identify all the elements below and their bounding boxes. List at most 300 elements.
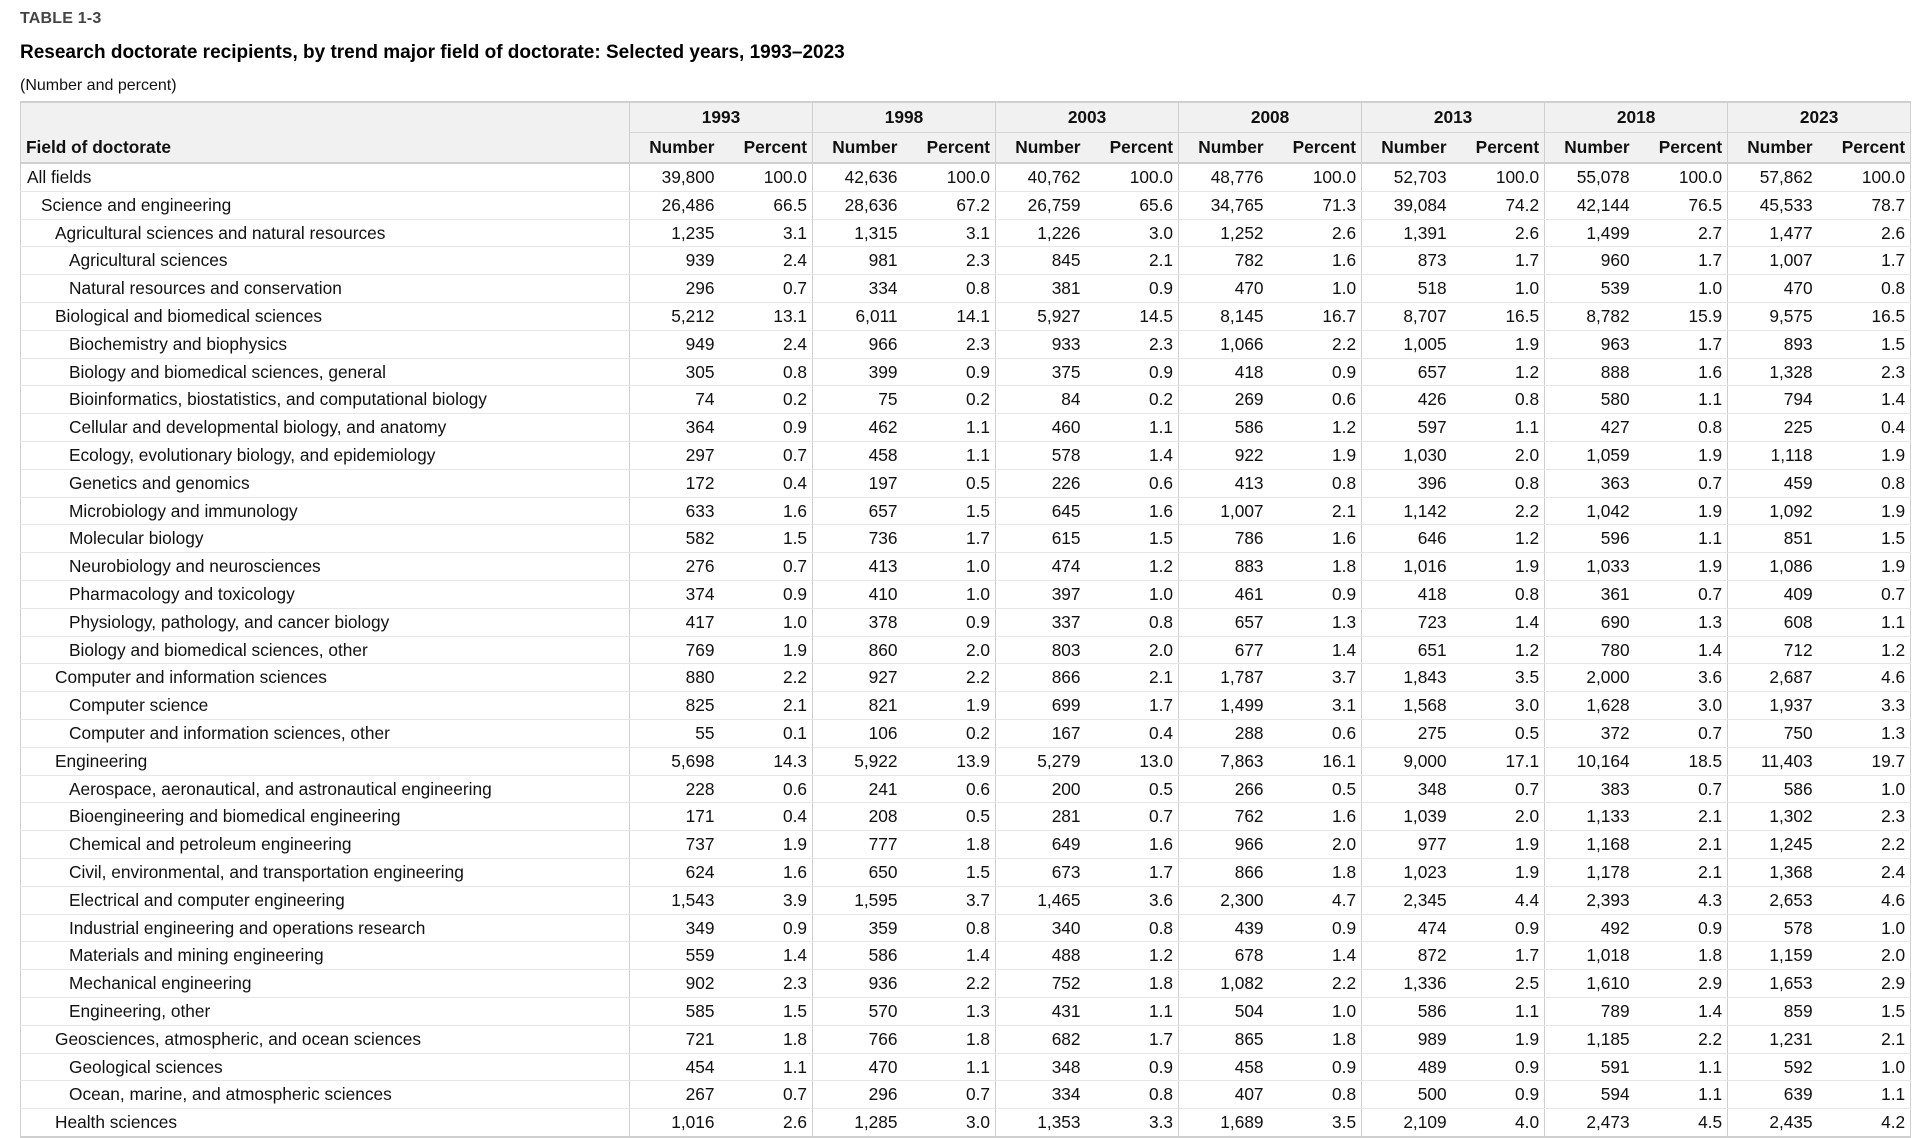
- number-cell: 11,403: [1728, 747, 1818, 775]
- percent-cell: 100.0: [1086, 163, 1179, 191]
- number-cell: 1,185: [1545, 1025, 1635, 1053]
- percent-cell: 1.4: [1818, 386, 1911, 414]
- number-column-header: Number: [1545, 133, 1635, 164]
- number-cell: 777: [813, 831, 903, 859]
- number-cell: 462: [813, 414, 903, 442]
- number-cell: 431: [996, 997, 1086, 1025]
- number-cell: 922: [1179, 441, 1269, 469]
- percent-cell: 1.5: [903, 497, 996, 525]
- number-cell: 6,011: [813, 302, 903, 330]
- percent-cell: 0.7: [1635, 775, 1728, 803]
- percent-cell: 0.7: [720, 553, 813, 581]
- number-cell: 1,016: [630, 1109, 720, 1137]
- percent-cell: 0.9: [1269, 914, 1362, 942]
- percent-cell: 19.7: [1818, 747, 1911, 775]
- percent-cell: 1.2: [1452, 525, 1545, 553]
- number-cell: 860: [813, 636, 903, 664]
- percent-cell: 0.9: [1452, 1053, 1545, 1081]
- number-cell: 578: [996, 441, 1086, 469]
- percent-cell: 3.9: [720, 886, 813, 914]
- percent-cell: 0.7: [1635, 580, 1728, 608]
- field-name-cell: Science and engineering: [21, 191, 630, 219]
- number-cell: 633: [630, 497, 720, 525]
- number-cell: 5,922: [813, 747, 903, 775]
- number-cell: 966: [813, 330, 903, 358]
- percent-cell: 1.9: [1818, 497, 1911, 525]
- percent-cell: 14.5: [1086, 302, 1179, 330]
- percent-cell: 1.3: [1818, 719, 1911, 747]
- number-cell: 1,142: [1362, 497, 1452, 525]
- percent-cell: 3.0: [903, 1109, 996, 1137]
- number-cell: 426: [1362, 386, 1452, 414]
- percent-cell: 2.2: [1269, 330, 1362, 358]
- field-name-cell: Biology and biomedical sciences, other: [21, 636, 630, 664]
- number-cell: 409: [1728, 580, 1818, 608]
- percent-cell: 2.1: [720, 692, 813, 720]
- number-cell: 1,005: [1362, 330, 1452, 358]
- number-cell: 470: [813, 1053, 903, 1081]
- number-cell: 489: [1362, 1053, 1452, 1081]
- percent-cell: 1.1: [1452, 997, 1545, 1025]
- number-cell: 8,145: [1179, 302, 1269, 330]
- number-cell: 780: [1545, 636, 1635, 664]
- table-row: [21, 1025, 1911, 1053]
- field-name-cell: Engineering, other: [21, 997, 630, 1025]
- number-cell: 893: [1728, 330, 1818, 358]
- column-header-row: [21, 133, 1911, 164]
- number-cell: 608: [1728, 608, 1818, 636]
- percent-cell: 2.2: [903, 664, 996, 692]
- percent-cell: 1.5: [1818, 525, 1911, 553]
- number-cell: 2,687: [1728, 664, 1818, 692]
- number-cell: 383: [1545, 775, 1635, 803]
- number-cell: 859: [1728, 997, 1818, 1025]
- number-cell: 682: [996, 1025, 1086, 1053]
- number-cell: 1,302: [1728, 803, 1818, 831]
- percent-cell: 1.1: [1818, 608, 1911, 636]
- percent-cell: 0.6: [903, 775, 996, 803]
- percent-cell: 1.7: [1635, 330, 1728, 358]
- percent-column-header: Percent: [903, 133, 996, 164]
- number-cell: 372: [1545, 719, 1635, 747]
- number-cell: 26,759: [996, 191, 1086, 219]
- field-name-cell: Bioengineering and biomedical engineering: [21, 803, 630, 831]
- number-cell: 399: [813, 358, 903, 386]
- number-cell: 721: [630, 1025, 720, 1053]
- percent-cell: 1.5: [1818, 330, 1911, 358]
- number-cell: 1,133: [1545, 803, 1635, 831]
- percent-cell: 2.3: [1818, 803, 1911, 831]
- number-cell: 296: [813, 1081, 903, 1109]
- percent-cell: 1.5: [903, 858, 996, 886]
- number-cell: 458: [813, 441, 903, 469]
- number-cell: 690: [1545, 608, 1635, 636]
- percent-cell: 14.1: [903, 302, 996, 330]
- table-row: [21, 219, 1911, 247]
- number-cell: 657: [1362, 358, 1452, 386]
- number-cell: 803: [996, 636, 1086, 664]
- number-cell: 1,595: [813, 886, 903, 914]
- number-cell: 866: [996, 664, 1086, 692]
- number-cell: 1,118: [1728, 441, 1818, 469]
- percent-cell: 1.1: [1086, 414, 1179, 442]
- percent-cell: 2.4: [720, 247, 813, 275]
- percent-cell: 2.9: [1818, 970, 1911, 998]
- number-cell: 5,927: [996, 302, 1086, 330]
- percent-cell: 2.1: [1635, 803, 1728, 831]
- number-cell: 866: [1179, 858, 1269, 886]
- number-cell: 8,707: [1362, 302, 1452, 330]
- field-name-cell: Geosciences, atmospheric, and ocean sciences: [21, 1025, 630, 1053]
- percent-cell: 1.4: [1269, 636, 1362, 664]
- number-cell: 410: [813, 580, 903, 608]
- percent-cell: 2.1: [1635, 858, 1728, 886]
- percent-cell: 1.0: [720, 608, 813, 636]
- number-cell: 582: [630, 525, 720, 553]
- percent-cell: 3.3: [1818, 692, 1911, 720]
- percent-cell: 2.2: [1635, 1025, 1728, 1053]
- percent-cell: 2.5: [1452, 970, 1545, 998]
- percent-cell: 2.6: [1269, 219, 1362, 247]
- number-cell: 596: [1545, 525, 1635, 553]
- percent-column-header: Percent: [1452, 133, 1545, 164]
- table-row: [21, 580, 1911, 608]
- number-cell: 470: [1179, 275, 1269, 303]
- number-cell: 1,178: [1545, 858, 1635, 886]
- number-cell: 712: [1728, 636, 1818, 664]
- percent-cell: 1.0: [1818, 1053, 1911, 1081]
- number-cell: 1,610: [1545, 970, 1635, 998]
- percent-cell: 18.5: [1635, 747, 1728, 775]
- number-cell: 592: [1728, 1053, 1818, 1081]
- number-cell: 1,159: [1728, 942, 1818, 970]
- number-cell: 963: [1545, 330, 1635, 358]
- number-cell: 378: [813, 608, 903, 636]
- year-header-1993: 1993: [630, 102, 813, 133]
- percent-cell: 0.6: [1269, 719, 1362, 747]
- percent-cell: 1.9: [720, 636, 813, 664]
- number-cell: 1,086: [1728, 553, 1818, 581]
- percent-cell: 1.9: [1635, 441, 1728, 469]
- number-cell: 2,653: [1728, 886, 1818, 914]
- number-cell: 439: [1179, 914, 1269, 942]
- field-name-cell: Biology and biomedical sciences, general: [21, 358, 630, 386]
- percent-cell: 2.0: [1269, 831, 1362, 859]
- number-cell: 228: [630, 775, 720, 803]
- number-cell: 1,007: [1728, 247, 1818, 275]
- number-cell: 699: [996, 692, 1086, 720]
- number-cell: 794: [1728, 386, 1818, 414]
- number-cell: 474: [996, 553, 1086, 581]
- percent-cell: 1.1: [1635, 1081, 1728, 1109]
- number-cell: 1,226: [996, 219, 1086, 247]
- percent-cell: 0.8: [1452, 386, 1545, 414]
- percent-cell: 76.5: [1635, 191, 1728, 219]
- percent-cell: 14.3: [720, 747, 813, 775]
- number-cell: 1,315: [813, 219, 903, 247]
- percent-cell: 0.5: [903, 803, 996, 831]
- percent-cell: 66.5: [720, 191, 813, 219]
- table-body: [21, 163, 1911, 1137]
- number-cell: 1,235: [630, 219, 720, 247]
- percent-cell: 2.3: [903, 247, 996, 275]
- percent-cell: 2.9: [1635, 970, 1728, 998]
- percent-cell: 3.0: [1086, 219, 1179, 247]
- number-cell: 458: [1179, 1053, 1269, 1081]
- percent-cell: 2.1: [1086, 664, 1179, 692]
- field-name-cell: Agricultural sciences: [21, 247, 630, 275]
- percent-cell: 2.1: [1086, 247, 1179, 275]
- number-cell: 48,776: [1179, 163, 1269, 191]
- number-cell: 966: [1179, 831, 1269, 859]
- number-cell: 5,698: [630, 747, 720, 775]
- number-cell: 413: [1179, 469, 1269, 497]
- percent-cell: 3.1: [903, 219, 996, 247]
- percent-cell: 1.5: [720, 525, 813, 553]
- number-cell: 851: [1728, 525, 1818, 553]
- table-title: Research doctorate recipients, by trend major field of doctorate: Selected years, 1993–2023: [20, 42, 845, 63]
- number-cell: 1,543: [630, 886, 720, 914]
- number-cell: 5,279: [996, 747, 1086, 775]
- number-cell: 657: [1179, 608, 1269, 636]
- table-row: [21, 942, 1911, 970]
- percent-cell: 1.1: [903, 414, 996, 442]
- percent-cell: 1.1: [1086, 997, 1179, 1025]
- percent-cell: 1.3: [1635, 608, 1728, 636]
- percent-cell: 2.3: [720, 970, 813, 998]
- table-row: [21, 608, 1911, 636]
- number-cell: 597: [1362, 414, 1452, 442]
- number-cell: 649: [996, 831, 1086, 859]
- percent-cell: 3.7: [1269, 664, 1362, 692]
- percent-cell: 4.6: [1818, 664, 1911, 692]
- number-cell: 845: [996, 247, 1086, 275]
- percent-cell: 4.3: [1635, 886, 1728, 914]
- percent-cell: 1.0: [903, 580, 996, 608]
- number-cell: 241: [813, 775, 903, 803]
- number-cell: 267: [630, 1081, 720, 1109]
- field-name-cell: Pharmacology and toxicology: [21, 580, 630, 608]
- field-name-cell: Neurobiology and neurosciences: [21, 553, 630, 581]
- number-cell: 381: [996, 275, 1086, 303]
- percent-cell: 1.6: [720, 497, 813, 525]
- field-name-cell: Genetics and genomics: [21, 469, 630, 497]
- number-cell: 8,782: [1545, 302, 1635, 330]
- percent-cell: 1.6: [720, 858, 813, 886]
- number-cell: 363: [1545, 469, 1635, 497]
- number-cell: 1,568: [1362, 692, 1452, 720]
- number-cell: 586: [1179, 414, 1269, 442]
- percent-cell: 2.0: [1452, 803, 1545, 831]
- percent-cell: 1.1: [1635, 386, 1728, 414]
- percent-cell: 0.5: [1086, 775, 1179, 803]
- percent-cell: 0.2: [1086, 386, 1179, 414]
- number-cell: 52,703: [1362, 163, 1452, 191]
- percent-cell: 1.9: [1818, 441, 1911, 469]
- percent-cell: 65.6: [1086, 191, 1179, 219]
- percent-cell: 1.1: [1452, 414, 1545, 442]
- field-name-cell: All fields: [21, 163, 630, 191]
- field-name-cell: Physiology, pathology, and cancer biology: [21, 608, 630, 636]
- number-cell: 200: [996, 775, 1086, 803]
- number-cell: 55,078: [1545, 163, 1635, 191]
- percent-cell: 0.7: [1086, 803, 1179, 831]
- percent-cell: 3.1: [720, 219, 813, 247]
- percent-cell: 0.8: [1086, 1081, 1179, 1109]
- number-cell: 275: [1362, 719, 1452, 747]
- percent-cell: 1.9: [1452, 831, 1545, 859]
- percent-cell: 0.7: [1635, 469, 1728, 497]
- number-cell: 42,144: [1545, 191, 1635, 219]
- number-cell: 1,042: [1545, 497, 1635, 525]
- percent-cell: 0.6: [720, 775, 813, 803]
- field-name-cell: Computer and information sciences: [21, 664, 630, 692]
- percent-cell: 2.0: [1086, 636, 1179, 664]
- percent-cell: 0.8: [1269, 469, 1362, 497]
- percent-cell: 0.4: [720, 803, 813, 831]
- percent-cell: 0.9: [1086, 1053, 1179, 1081]
- percent-cell: 2.2: [1269, 970, 1362, 998]
- number-cell: 276: [630, 553, 720, 581]
- percent-cell: 0.5: [1452, 719, 1545, 747]
- percent-cell: 100.0: [903, 163, 996, 191]
- table-row: [21, 692, 1911, 720]
- percent-cell: 1.1: [1818, 1081, 1911, 1109]
- percent-cell: 1.4: [903, 942, 996, 970]
- table-row: [21, 914, 1911, 942]
- percent-cell: 1.4: [720, 942, 813, 970]
- number-cell: 750: [1728, 719, 1818, 747]
- percent-cell: 1.3: [1269, 608, 1362, 636]
- percent-cell: 1.6: [1269, 803, 1362, 831]
- table-row: [21, 191, 1911, 219]
- percent-cell: 1.5: [1818, 997, 1911, 1025]
- number-cell: 752: [996, 970, 1086, 998]
- percent-cell: 2.3: [1086, 330, 1179, 358]
- table-row: [21, 386, 1911, 414]
- percent-cell: 1.6: [1086, 497, 1179, 525]
- number-cell: 7,863: [1179, 747, 1269, 775]
- percent-cell: 3.6: [1086, 886, 1179, 914]
- blank-header-cell: [21, 102, 630, 133]
- percent-cell: 1.8: [1086, 970, 1179, 998]
- number-cell: 1,016: [1362, 553, 1452, 581]
- percent-cell: 0.9: [1086, 275, 1179, 303]
- number-cell: 518: [1362, 275, 1452, 303]
- number-cell: 10,164: [1545, 747, 1635, 775]
- field-name-cell: Electrical and computer engineering: [21, 886, 630, 914]
- number-cell: 57,862: [1728, 163, 1818, 191]
- percent-cell: 1.9: [1452, 330, 1545, 358]
- percent-cell: 100.0: [1635, 163, 1728, 191]
- number-cell: 902: [630, 970, 720, 998]
- number-cell: 305: [630, 358, 720, 386]
- table-row: [21, 831, 1911, 859]
- number-cell: 504: [1179, 997, 1269, 1025]
- percent-cell: 1.1: [1635, 525, 1728, 553]
- number-cell: 2,435: [1728, 1109, 1818, 1137]
- number-cell: 297: [630, 441, 720, 469]
- number-cell: 1,628: [1545, 692, 1635, 720]
- field-name-cell: Biological and biomedical sciences: [21, 302, 630, 330]
- percent-cell: 0.9: [1452, 914, 1545, 942]
- percent-cell: 100.0: [1818, 163, 1911, 191]
- percent-cell: 1.0: [903, 553, 996, 581]
- percent-column-header: Percent: [1635, 133, 1728, 164]
- number-cell: 1,843: [1362, 664, 1452, 692]
- number-cell: 1,937: [1728, 692, 1818, 720]
- table-row: [21, 302, 1911, 330]
- table-row: [21, 497, 1911, 525]
- number-cell: 1,033: [1545, 553, 1635, 581]
- number-cell: 762: [1179, 803, 1269, 831]
- field-name-cell: Molecular biology: [21, 525, 630, 553]
- percent-cell: 2.6: [720, 1109, 813, 1137]
- number-column-header: Number: [996, 133, 1086, 164]
- percent-cell: 2.2: [1452, 497, 1545, 525]
- percent-cell: 0.7: [1635, 719, 1728, 747]
- field-name-cell: Agricultural sciences and natural resources: [21, 219, 630, 247]
- percent-cell: 3.0: [1452, 692, 1545, 720]
- percent-cell: 0.4: [1086, 719, 1179, 747]
- number-cell: 766: [813, 1025, 903, 1053]
- field-name-cell: Ocean, marine, and atmospheric sciences: [21, 1081, 630, 1109]
- percent-cell: 1.6: [1635, 358, 1728, 386]
- percent-cell: 0.9: [720, 580, 813, 608]
- percent-cell: 2.4: [720, 330, 813, 358]
- percent-cell: 74.2: [1452, 191, 1545, 219]
- number-cell: 364: [630, 414, 720, 442]
- percent-cell: 1.6: [1086, 831, 1179, 859]
- percent-cell: 1.0: [1818, 914, 1911, 942]
- percent-cell: 0.9: [1452, 1081, 1545, 1109]
- percent-cell: 1.6: [1269, 525, 1362, 553]
- number-column-header: Number: [1362, 133, 1452, 164]
- number-cell: 84: [996, 386, 1086, 414]
- number-cell: 334: [813, 275, 903, 303]
- percent-cell: 1.4: [1635, 636, 1728, 664]
- number-cell: 737: [630, 831, 720, 859]
- table-row: [21, 414, 1911, 442]
- number-cell: 225: [1728, 414, 1818, 442]
- number-cell: 9,000: [1362, 747, 1452, 775]
- field-name-cell: Microbiology and immunology: [21, 497, 630, 525]
- percent-cell: 0.7: [1818, 580, 1911, 608]
- number-cell: 407: [1179, 1081, 1269, 1109]
- number-cell: 1,787: [1179, 664, 1269, 692]
- percent-cell: 1.8: [1269, 1025, 1362, 1053]
- percent-cell: 2.0: [903, 636, 996, 664]
- percent-cell: 1.0: [1635, 275, 1728, 303]
- percent-cell: 0.8: [1086, 608, 1179, 636]
- percent-cell: 1.8: [903, 1025, 996, 1053]
- number-cell: 1,653: [1728, 970, 1818, 998]
- number-cell: 977: [1362, 831, 1452, 859]
- percent-cell: 1.5: [1086, 525, 1179, 553]
- number-cell: 933: [996, 330, 1086, 358]
- percent-cell: 17.1: [1452, 747, 1545, 775]
- percent-column-header: Percent: [1269, 133, 1362, 164]
- percent-cell: 2.2: [1818, 831, 1911, 859]
- number-cell: 488: [996, 942, 1086, 970]
- number-cell: 1,231: [1728, 1025, 1818, 1053]
- percent-cell: 1.9: [1452, 553, 1545, 581]
- percent-cell: 0.4: [1818, 414, 1911, 442]
- number-cell: 2,393: [1545, 886, 1635, 914]
- field-name-cell: Biochemistry and biophysics: [21, 330, 630, 358]
- table-row: [21, 747, 1911, 775]
- number-cell: 171: [630, 803, 720, 831]
